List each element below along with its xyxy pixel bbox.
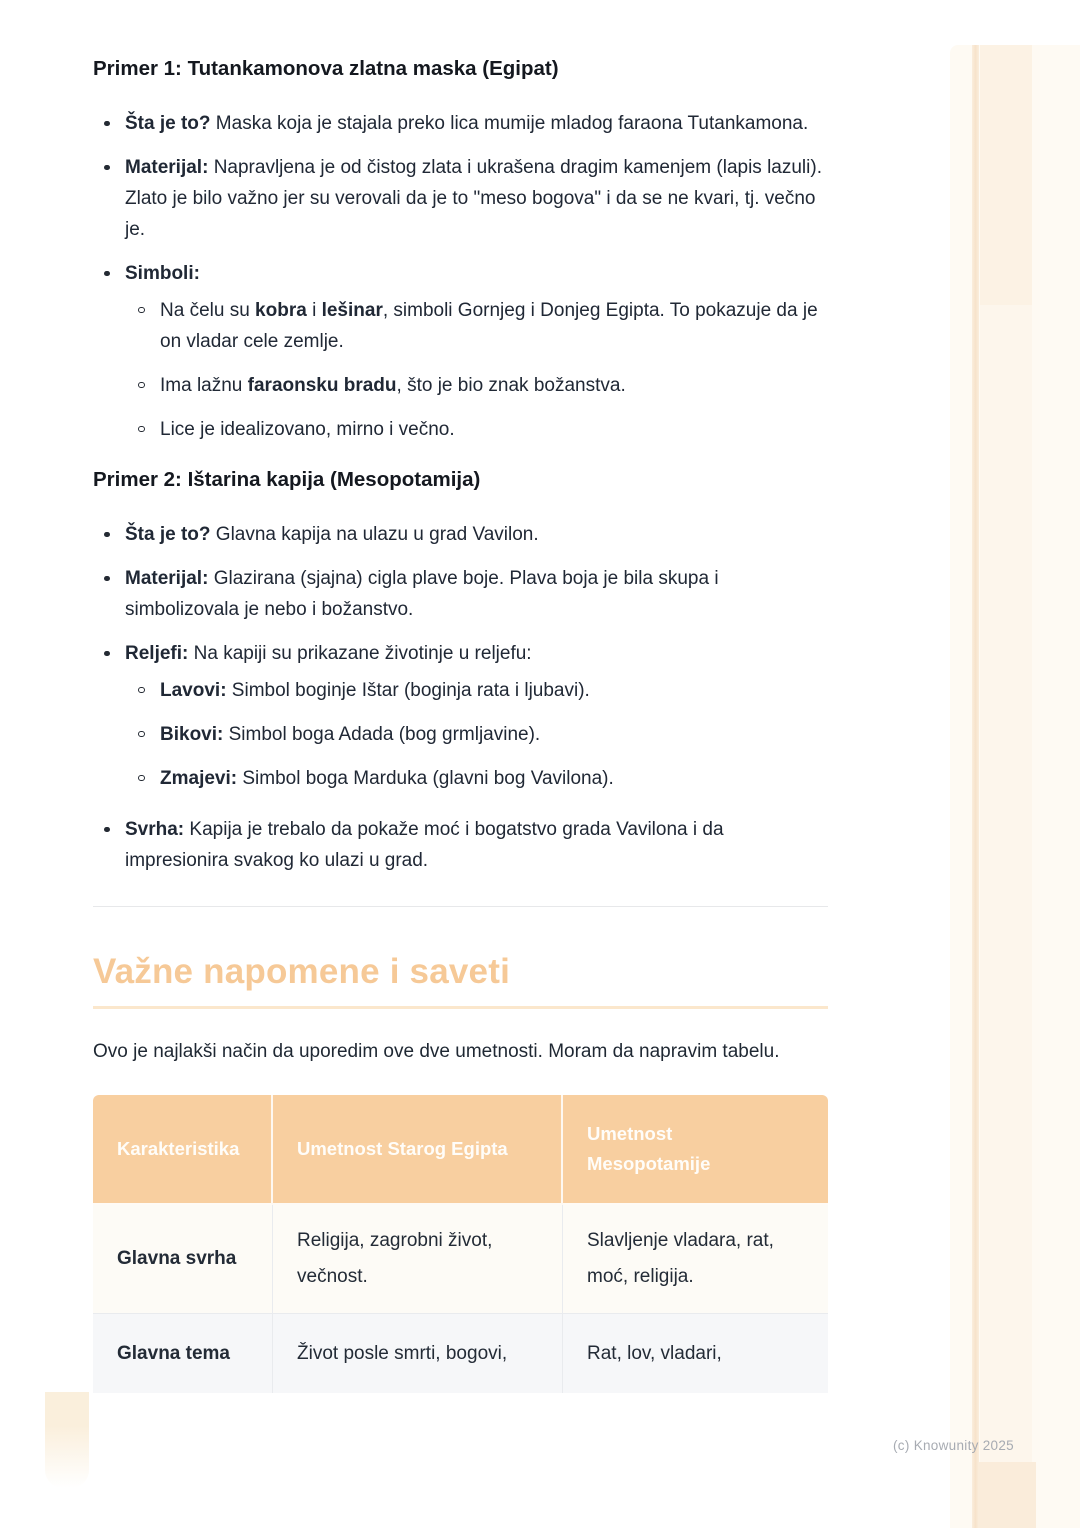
list-item <box>93 108 828 139</box>
table-header-row <box>93 1095 828 1205</box>
row-label: Glavna svrha <box>93 1205 273 1313</box>
bullet-lead: Svrha: <box>125 819 185 840</box>
list-item <box>125 414 828 445</box>
comparison-table <box>93 1095 828 1393</box>
list-item <box>125 295 828 357</box>
list-item <box>93 519 828 550</box>
cell-egipat: Život posle smrti, bogovi, <box>273 1313 563 1393</box>
list-item <box>93 152 828 245</box>
bullet-text: Maska koja je stajala preko lica mumije mladog faraona Tutankamona. <box>210 113 809 134</box>
primer2-heading: Primer 2: Ištarina kapija (Mesopotamija) <box>93 468 481 491</box>
row-label: Glavna tema <box>93 1313 273 1393</box>
list-item <box>125 675 828 706</box>
bullet-text: Simbol boga Adada (bog grmljavine). <box>223 724 541 745</box>
bullet-lead: Simboli: <box>125 263 200 284</box>
notes-heading: Važne napomene i saveti <box>93 951 828 1009</box>
bullet-lead: Šta je to? <box>125 524 211 545</box>
cell-egipat: Religija, zagrobni život, večnost. <box>273 1205 563 1313</box>
text-run-bold: kobra <box>255 300 307 321</box>
primer1-heading: Primer 1: Tutankamonova zlatna maska (Egipat) <box>93 57 559 80</box>
list-item <box>93 814 828 876</box>
primer1-list <box>93 108 828 445</box>
symbols-sublist <box>125 295 828 445</box>
bullet-lead: Reljefi: <box>125 643 189 664</box>
bullet-lead: Šta je to? <box>125 113 211 134</box>
cell-mesopotamija: Slavljenje vladara, rat, moć, religija. <box>563 1205 828 1313</box>
bullet-lead: Lavovi: <box>160 680 227 701</box>
list-item <box>93 638 828 794</box>
table-header-mesopotamija: Umetnost Mesopotamije <box>563 1095 828 1205</box>
bullet-text: Napravljena je od čistog zlata i ukrašena dragim kamenjem (lapis lazuli). Zlato je bilo važno jer su verovali da je to "meso bogova" i da se ne kvari, tj. večno je. <box>125 157 822 240</box>
document-page <box>93 0 828 1393</box>
list-item <box>125 370 828 401</box>
bullet-text: Glazirana (sjajna) cigla plave boje. Plava boja je bila skupa i simbolizovala je nebo i božanstvo. <box>125 568 719 620</box>
table-row <box>93 1205 828 1313</box>
bullet-lead: Zmajevi: <box>160 768 238 789</box>
page-margin-column-bottom <box>976 1462 1036 1528</box>
page-edge-line <box>972 45 979 1528</box>
bullet-text: Glavna kapija na ulazu u grad Vavilon. <box>210 524 539 545</box>
table-row <box>93 1313 828 1393</box>
text-run: Na čelu su <box>160 300 256 321</box>
text-run: i <box>306 300 322 321</box>
list-item <box>93 258 828 445</box>
bullet-lead: Materijal: <box>125 568 209 589</box>
primer2-list <box>93 519 828 876</box>
notes-paragraph: Ovo je najlakši način da uporedim ove dve umetnosti. Moram da napravim tabelu. <box>93 1041 780 1062</box>
bullet-text: Na kapiji su prikazane životinje u reljefu: <box>188 643 532 664</box>
table-header-karakteristika: Karakteristika <box>93 1095 273 1205</box>
bullet-lead: Bikovi: <box>160 724 224 745</box>
reliefs-sublist <box>125 675 828 794</box>
list-item <box>93 563 828 625</box>
text-run: , što je bio znak božanstva. <box>396 375 626 396</box>
list-item <box>125 763 828 794</box>
page-margin-column-top <box>980 45 1032 305</box>
corner-highlight <box>45 1392 89 1488</box>
text-run: Lice je idealizovano, mirno i večno. <box>160 419 455 440</box>
text-run-bold: lešinar <box>321 300 383 321</box>
table-header-egipat: Umetnost Starog Egipta <box>273 1095 563 1205</box>
bullet-lead: Materijal: <box>125 157 209 178</box>
bullet-text: Simbol boginje Ištar (boginja rata i ljubavi). <box>226 680 590 701</box>
bullet-text: Simbol boga Marduka (glavni bog Vavilona). <box>237 768 614 789</box>
watermark: (c) Knowunity 2025 <box>893 1438 1014 1453</box>
list-item <box>125 719 828 750</box>
section-divider <box>93 906 828 907</box>
cell-mesopotamija: Rat, lov, vladari, <box>563 1313 828 1393</box>
bullet-text: Kapija je trebalo da pokaže moć i bogatstvo grada Vavilona i da impresionira svakog ko ulazi u grad. <box>125 819 724 871</box>
text-run-bold: faraonsku bradu <box>247 375 397 396</box>
text-run: , simboli Gornjeg i Donjeg Egipta. To pokazuje da je on vladar cele zemlje. <box>160 300 818 352</box>
text-run: Ima lažnu <box>160 375 248 396</box>
